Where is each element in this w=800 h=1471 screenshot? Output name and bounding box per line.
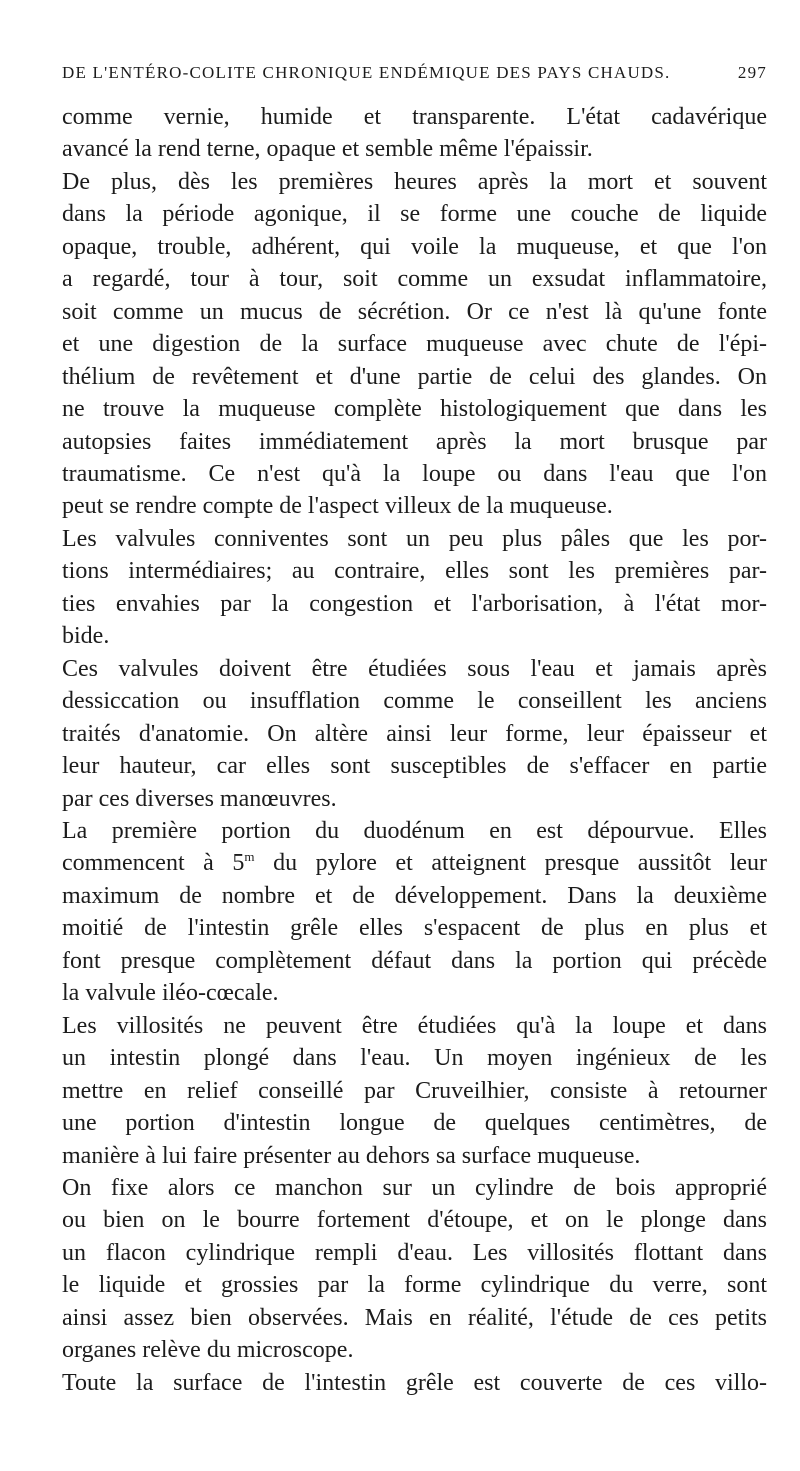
text-line-content: la valvule iléo-cœcale. bbox=[62, 980, 279, 1007]
body-text bbox=[62, 101, 767, 1399]
text-line-content: traumatisme. Ce n'est qu'à la loupe ou dans l'eau que l'on bbox=[62, 460, 767, 487]
text-line-content: De plus, dès les premières heures après la mort et souvent bbox=[62, 168, 767, 195]
text-line-content: manière à lui faire présenter au dehors sa surface muqueuse. bbox=[62, 1142, 641, 1169]
text-line bbox=[62, 815, 767, 847]
text-line bbox=[62, 653, 767, 685]
text-line-content: bide. bbox=[62, 623, 110, 650]
text-line-content: ne trouve la muqueuse complète histologiquement que dans les bbox=[62, 396, 767, 423]
superscript-unit: m bbox=[244, 849, 255, 865]
text-line bbox=[62, 166, 767, 198]
text-line bbox=[62, 620, 767, 652]
text-line-content: Les valvules conniventes sont un peu plus pâles que les por- bbox=[62, 525, 767, 552]
text-line-content: Toute la surface de l'intestin grêle est couverte de ces villo- bbox=[62, 1369, 767, 1396]
text-line bbox=[62, 1010, 767, 1042]
text-line bbox=[62, 1075, 767, 1107]
text-line bbox=[62, 1107, 767, 1139]
text-line bbox=[62, 880, 767, 912]
text-line-content: opaque, trouble, adhérent, qui voile la muqueuse, et que l'on bbox=[62, 233, 767, 260]
text-line-content: une portion d'intestin longue de quelques centimètres, de bbox=[62, 1110, 767, 1137]
text-line bbox=[62, 1204, 767, 1236]
text-line bbox=[62, 977, 767, 1009]
text-line bbox=[62, 588, 767, 620]
text-line bbox=[62, 1237, 767, 1269]
text-line-content: mettre en relief conseillé par Cruveilhier, consiste à retourner bbox=[62, 1077, 767, 1104]
text-line bbox=[62, 231, 767, 263]
text-line-content: ties envahies par la congestion et l'arborisation, à l'état mor- bbox=[62, 590, 767, 617]
text-line-content: tions intermédiaires; au contraire, elles sont les premières par- bbox=[62, 558, 767, 585]
text-line-content: traités d'anatomie. On altère ainsi leur forme, leur épaisseur et bbox=[62, 720, 767, 747]
text-line-content: dessiccation ou insufflation comme le conseillent les anciens bbox=[62, 688, 767, 715]
text-line-content: peut se rendre compte de l'aspect villeux de la muqueuse. bbox=[62, 493, 613, 520]
text-line bbox=[62, 101, 767, 133]
text-line-content: moitié de l'intestin grêle elles s'espacent de plus en plus et bbox=[62, 915, 767, 942]
text-line-content: dans la période agonique, il se forme une couche de liquide bbox=[62, 201, 767, 228]
text-line bbox=[62, 328, 767, 360]
text-line-content: le liquide et grossies par la forme cylindrique du verre, sont bbox=[62, 1272, 767, 1299]
text-line-content: thélium de revêtement et d'une partie de celui des glandes. On bbox=[62, 363, 767, 390]
text-line-content: Ces valvules doivent être étudiées sous l'eau et jamais après bbox=[62, 655, 767, 682]
text-line bbox=[62, 912, 767, 944]
text-line bbox=[62, 1140, 767, 1172]
text-line bbox=[62, 296, 767, 328]
text-line-content: un flacon cylindrique rempli d'eau. Les villosités flottant dans bbox=[62, 1239, 767, 1266]
text-line bbox=[62, 1269, 767, 1301]
text-line-content: organes relève du microscope. bbox=[62, 1337, 354, 1364]
running-head-title: DE L'ENTÉRO-COLITE CHRONIQUE ENDÉMIQUE DES PAYS CHAUDS. bbox=[62, 63, 671, 82]
text-line-content: maximum de nombre et de développement. Dans la deuxième bbox=[62, 882, 767, 909]
text-line bbox=[62, 718, 767, 750]
page-number: 297 bbox=[737, 63, 767, 82]
text-line bbox=[62, 458, 767, 490]
text-line-content: a regardé, tour à tour, soit comme un exsudat inflammatoire, bbox=[62, 266, 767, 293]
text-line-content: ou bien on le bourre fortement d'étoupe, et on le plonge dans bbox=[62, 1207, 767, 1234]
text-line-content: avancé la rend terne, opaque et semble même l'épaissir. bbox=[62, 136, 593, 163]
text-line bbox=[62, 361, 767, 393]
text-line-content: On fixe alors ce manchon sur un cylindre de bois approprié bbox=[62, 1174, 767, 1201]
text-line-content: un intestin plongé dans l'eau. Un moyen ingénieux de les bbox=[62, 1045, 767, 1072]
text-line-content: ainsi assez bien observées. Mais en réalité, l'étude de ces petits bbox=[62, 1304, 767, 1331]
text-line bbox=[62, 945, 767, 977]
text-line bbox=[62, 133, 767, 165]
text-line bbox=[62, 426, 767, 458]
text-line bbox=[62, 523, 767, 555]
text-line bbox=[62, 847, 767, 879]
text-line-content: comme vernie, humide et transparente. L'état cadavérique bbox=[62, 104, 767, 130]
text-line bbox=[62, 198, 767, 230]
text-line bbox=[62, 783, 767, 815]
text-line-content: soit comme un mucus de sécrétion. Or ce n'est là qu'une fonte bbox=[62, 298, 767, 325]
text-line bbox=[62, 1172, 767, 1204]
text-line bbox=[62, 1367, 767, 1399]
text-line bbox=[62, 555, 767, 587]
text-line bbox=[62, 685, 767, 717]
text-line bbox=[62, 490, 767, 522]
text-line bbox=[62, 393, 767, 425]
text-line bbox=[62, 750, 767, 782]
text-line bbox=[62, 1042, 767, 1074]
text-line-content: leur hauteur, car elles sont susceptibles de s'effacer en partie bbox=[62, 753, 767, 780]
text-line-content: et une digestion de la surface muqueuse avec chute de l'épi- bbox=[62, 331, 767, 358]
text-line-content: par ces diverses manœuvres. bbox=[62, 785, 337, 812]
text-line-content: commencent à 5 bbox=[62, 850, 245, 877]
text-line bbox=[62, 1334, 767, 1366]
text-line-continuation: du pylore et atteignent presque aussitôt leur bbox=[254, 850, 767, 877]
text-line bbox=[62, 1302, 767, 1334]
text-line-content: La première portion du duodénum en est dépourvue. Elles bbox=[62, 817, 767, 844]
text-line-content: autopsies faites immédiatement après la mort brusque par bbox=[62, 428, 767, 455]
running-head bbox=[62, 60, 767, 86]
text-line-content: font presque complètement défaut dans la portion qui précède bbox=[62, 947, 767, 974]
text-line-content: Les villosités ne peuvent être étudiées qu'à la loupe et dans bbox=[62, 1012, 767, 1039]
text-line bbox=[62, 263, 767, 295]
